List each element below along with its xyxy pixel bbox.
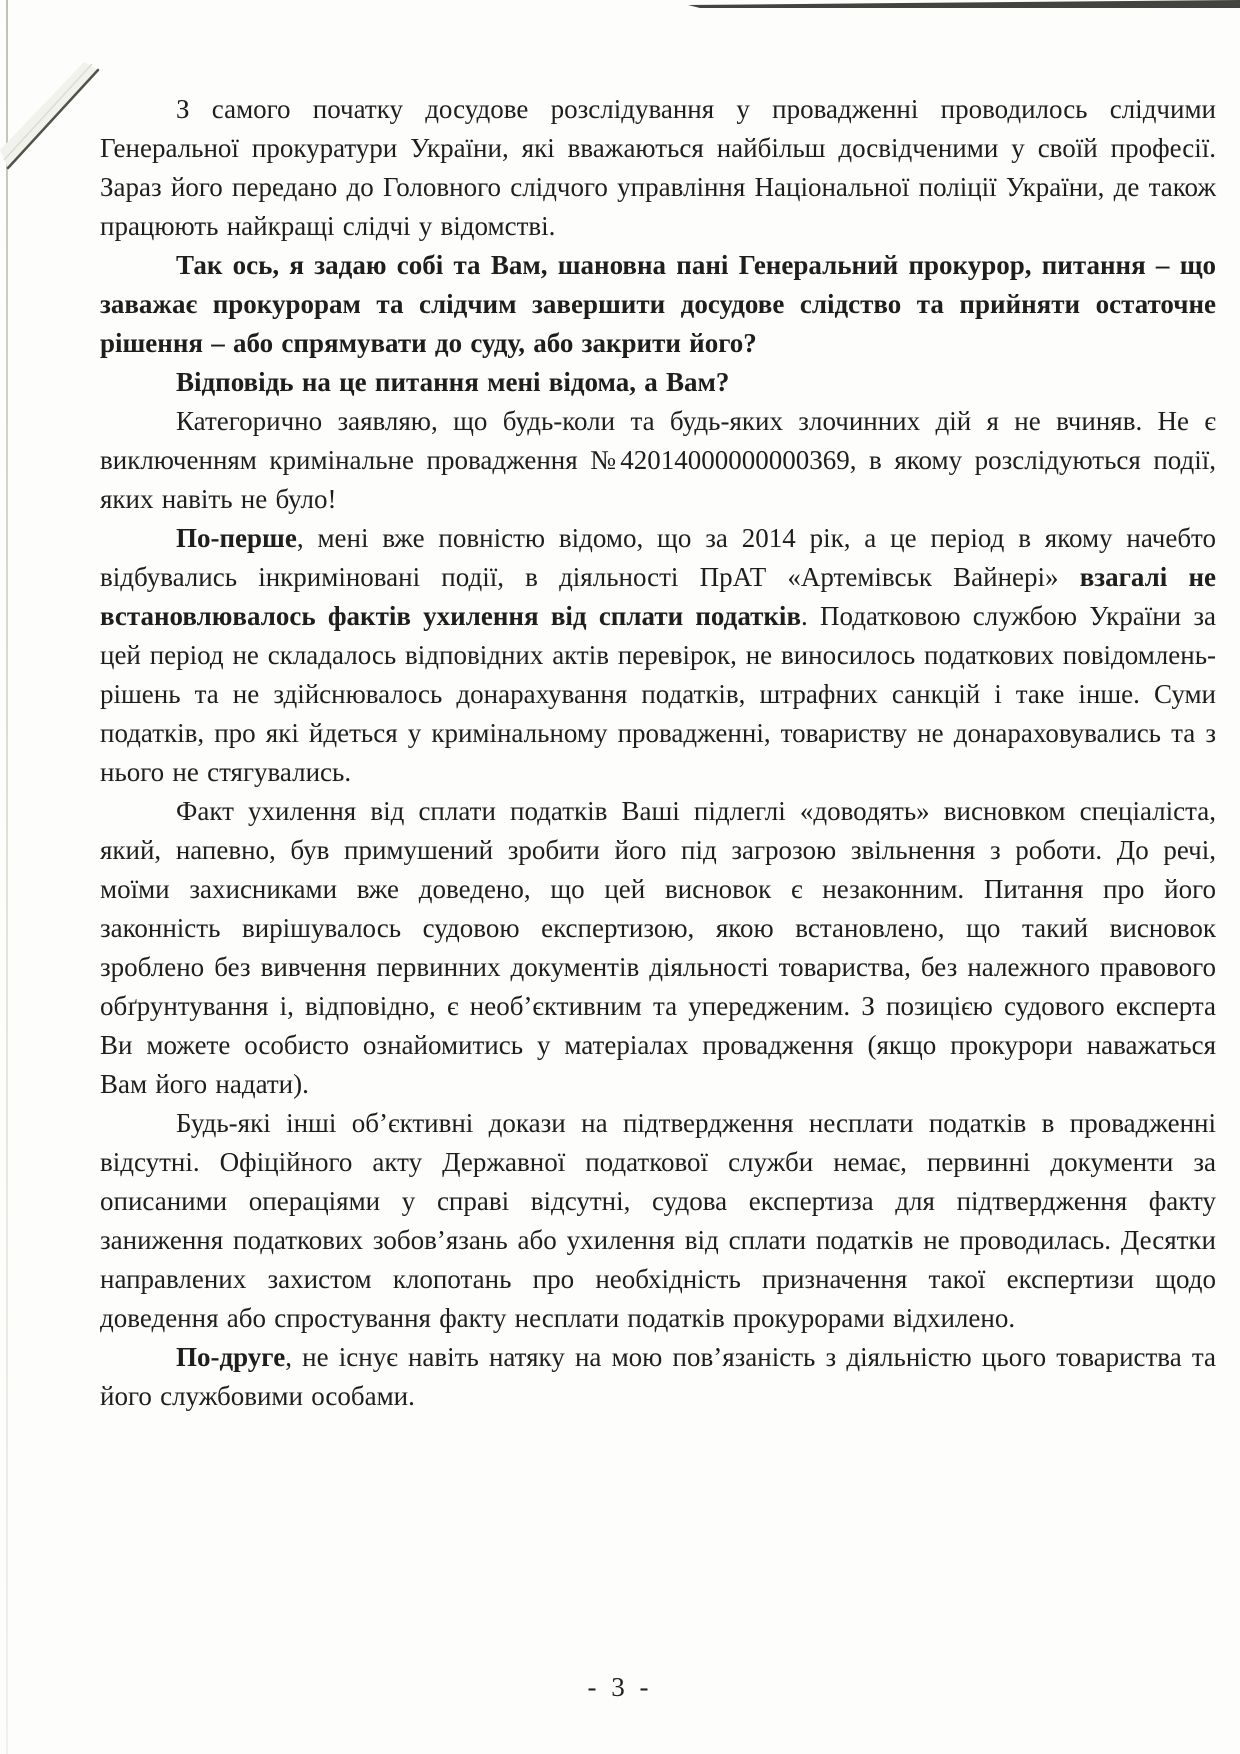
text-run: Будь-які інші об’єктивні докази на підтвердження несплати податків в провадженні відсутні. Офіційного акту Державної податкової служби немає, первинні документи за описаними операціями у справі відсутні, судова експертиза для підтвердження факту заниження податкових зобов’язань або ухилення від сплати податків не проводилась. Десятки направлених захистом клопотань про необхідність призначення такої експертизи щодо доведення або спростування факту несплати податків прокурорами відхилено. (100, 1108, 1216, 1333)
text-run: . Податковою службою України за цей період не складалось відповідних актів перевірок, не виносилось податкових повідомлень-рішень та не здійснювалось донарахування податків, штрафних санкцій і таке інше. Суми податків, про які йдеться у кримінальному провадженні, товариству не донараховувались та з нього не стягувались. (100, 601, 1216, 787)
page-number: - 3 - (587, 1672, 653, 1702)
text-run: , мені вже повністю відомо, що за 2014 рік, а це період в якому начебто відбувались інкриміновані події, в діяльності ПрАТ «Артемівськ Вайнері» (100, 523, 1216, 592)
bold-text-run: По-перше (176, 523, 297, 553)
paragraph (100, 792, 1216, 1104)
text-run: , не існує навіть натяку на мою пов’язаність з діяльністю цього товариства та його службовими особами. (100, 1342, 1216, 1411)
bold-text-run: По-друге (176, 1342, 286, 1372)
bold-text-run: Відповідь на це питання мені відома, а Вам? (176, 367, 730, 397)
scan-left-edge-artifact (6, 0, 8, 1754)
paragraph (100, 402, 1216, 519)
bold-text-run: Так ось, я задаю собі та Вам, шановна пані Генеральний прокурор, питання – що заважає прокурорам та слідчим завершити досудове слідство та прийняти остаточне рішення – або спрямувати до суду, або закрити його? (100, 250, 1216, 358)
text-run: З самого початку досудове розслідування у провадженні проводилось слідчими Генеральної прокуратури України, які вважаються найбільш досвідченими у своїй професії. Зараз його передано до Головного слідчого управління Національної поліції України, де також працюють найкращі слідчі у відомстві. (100, 94, 1216, 241)
text-run: Категорично заявляю, що будь-коли та будь-яких злочинних дій я не вчиняв. Не є виключенням кримінальне провадження №42014000000000369, в якому розслідуються події, яких навіть не було! (100, 406, 1216, 514)
scan-top-edge-artifact (0, 0, 1240, 12)
text-run: Факт ухилення від сплати податків Ваші підлеглі «доводять» висновком спеціаліста, який, напевно, був примушений зробити його під загрозою звільнення з роботи. До речі, моїми захисниками вже доведено, що цей висновок є незаконним. Питання про його законність вирішувалось судовою експертизою, якою встановлено, що такий висновок зроблено без вивчення первинних документів діяльності товариства, без належного правового обґрунтування і, відповідно, є необ’єктивним та упередженим. З позицією судового експерта Ви можете особисто ознайомитись у матеріалах провадження (якщо прокурори наважаться Вам його надати). (100, 796, 1216, 1099)
document-body (100, 90, 1216, 1416)
paragraph (100, 1338, 1216, 1416)
paragraph (100, 1104, 1216, 1338)
bold-text-run: взагалі не встановлювалось фактів ухилення від сплати податків (100, 562, 1216, 631)
paragraph (100, 363, 1216, 402)
paragraph (100, 90, 1216, 246)
paragraph (100, 246, 1216, 363)
paragraph (100, 519, 1216, 792)
